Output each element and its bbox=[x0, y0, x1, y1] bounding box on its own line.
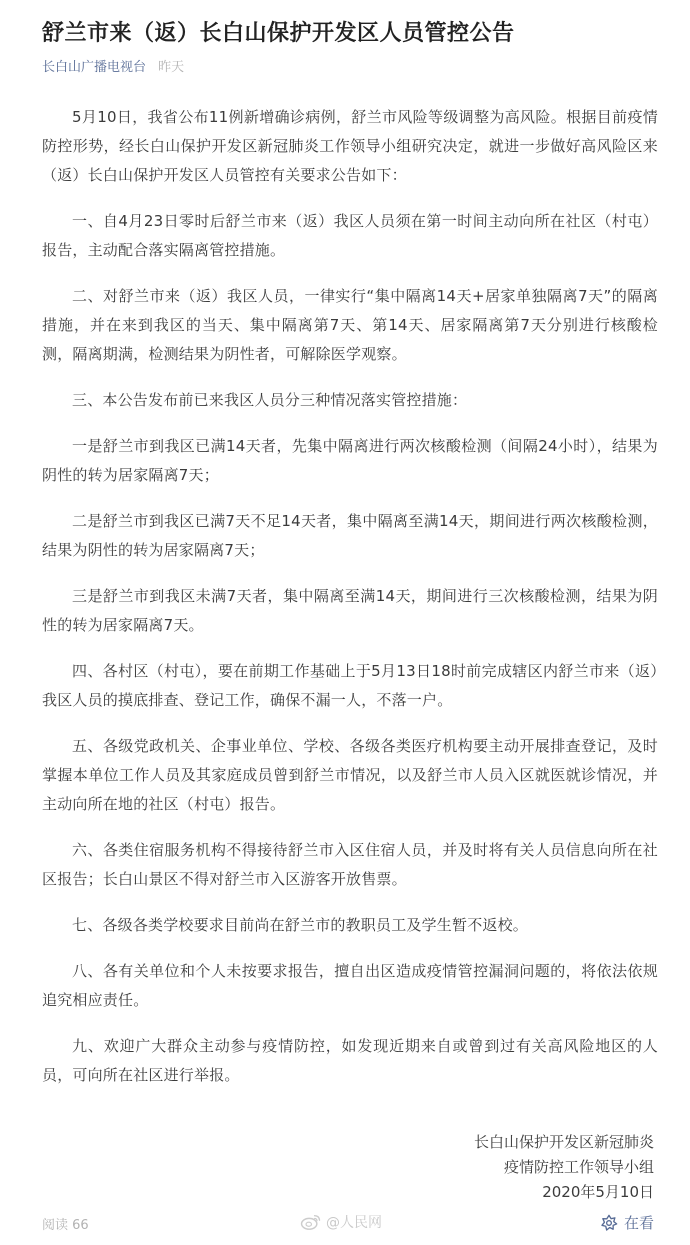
paragraph-item-3: 三、本公告发布前已来我区人员分三种情况落实管控措施： bbox=[72, 391, 468, 409]
paragraph-item-3-case-1: 一是舒兰市到我区已满14天者，先集中隔离进行两次核酸检测（间隔24小时），结果为阴性的转为居家隔离7天； bbox=[42, 437, 658, 484]
watermark bbox=[300, 1212, 382, 1232]
watch-button[interactable] bbox=[600, 1212, 654, 1233]
article-body bbox=[42, 103, 658, 1107]
paragraph-item-1: 一、自4月23日零时后舒兰市来（返）我区人员须在第一时间主动向所在社区（村屯）报告，主动配合落实隔离管控措施。 bbox=[42, 212, 658, 259]
paragraph-item-7: 七、各级各类学校要求目前尚在舒兰市的教职员工及学生暂不返校。 bbox=[72, 916, 529, 934]
paragraph-item-9: 九、欢迎广大群众主动参与疫情防控，如发现近期来自或曾到过有关高风险地区的人员，可向所在社区进行举报。 bbox=[42, 1037, 658, 1084]
article-footer bbox=[0, 1212, 690, 1236]
paragraph-item-2: 二、对舒兰市来（返）我区人员，一律实行“集中隔离14天+居家单独隔离7天”的隔离措施，并在来到我区的当天、集中隔离第7天、第14天、居家隔离第7天分别进行核酸检测，隔离期满，检测结果为阴性者，可解除医学观察。 bbox=[42, 287, 658, 363]
read-label: 阅读 bbox=[42, 1218, 69, 1233]
watch-label: 在看 bbox=[623, 1214, 654, 1232]
paragraph-item-3-case-3: 三是舒兰市到我区未满7天者，集中隔离至满14天，期间进行三次核酸检测，结果为阴性的转为居家隔离7天。 bbox=[42, 587, 658, 634]
signature-date: 2020年5月10日 bbox=[542, 1183, 654, 1201]
publish-time: 昨天 bbox=[158, 60, 185, 75]
watch-flower-icon bbox=[600, 1214, 618, 1232]
account-name-link[interactable]: 长白山广播电视台 bbox=[42, 60, 147, 75]
paragraph-item-6: 六、各类住宿服务机构不得接待舒兰市入区住宿人员，并及时将有关人员信息向所在社区报告；长白山景区不得对舒兰市入区游客开放售票。 bbox=[42, 841, 658, 888]
paragraph-item-5: 五、各级党政机关、企事业单位、学校、各级各类医疗机构要主动开展排查登记，及时掌握本单位工作人员及其家庭成员曾到舒兰市情况，以及舒兰市人员入区就医就诊情况，并主动向所在地的社区（村屯）报告。 bbox=[42, 737, 658, 813]
signature-org-line-2: 疫情防控工作领导小组 bbox=[503, 1158, 654, 1176]
paragraph-item-8: 八、各有关单位和个人未按要求报告，擅自出区造成疫情管控漏洞问题的，将依法依规追究相应责任。 bbox=[42, 962, 658, 1009]
weibo-logo-icon bbox=[300, 1213, 322, 1231]
paragraph-item-3-case-2: 二是舒兰市到我区已满7天不足14天者，集中隔离至满14天，期间进行两次核酸检测，结果为阴性的转为居家隔离7天； bbox=[42, 512, 658, 559]
article-title: 舒兰市来（返）长白山保护开发区人员管控公告 bbox=[42, 21, 515, 46]
signature-block bbox=[474, 1130, 654, 1205]
paragraph-intro: 5月10日，我省公布11例新增确诊病例，舒兰市风险等级调整为高风险。根据目前疫情防控形势，经长白山保护开发区新冠肺炎工作领导小组研究决定，就进一步做好高风险区来（返）长白山保护开发区人员管控有关要求公告如下： bbox=[42, 108, 658, 184]
read-count-value: 66 bbox=[72, 1218, 89, 1233]
article-meta bbox=[42, 59, 184, 77]
watermark-text: @人民网 bbox=[326, 1215, 382, 1231]
paragraph-item-4: 四、各村区（村屯），要在前期工作基础上于5月13日18时前完成辖区内舒兰市来（返）我区人员的摸底排查、登记工作，确保不漏一人，不落一户。 bbox=[42, 662, 658, 709]
read-count bbox=[42, 1214, 89, 1233]
signature-org-line-1: 长白山保护开发区新冠肺炎 bbox=[473, 1133, 654, 1151]
